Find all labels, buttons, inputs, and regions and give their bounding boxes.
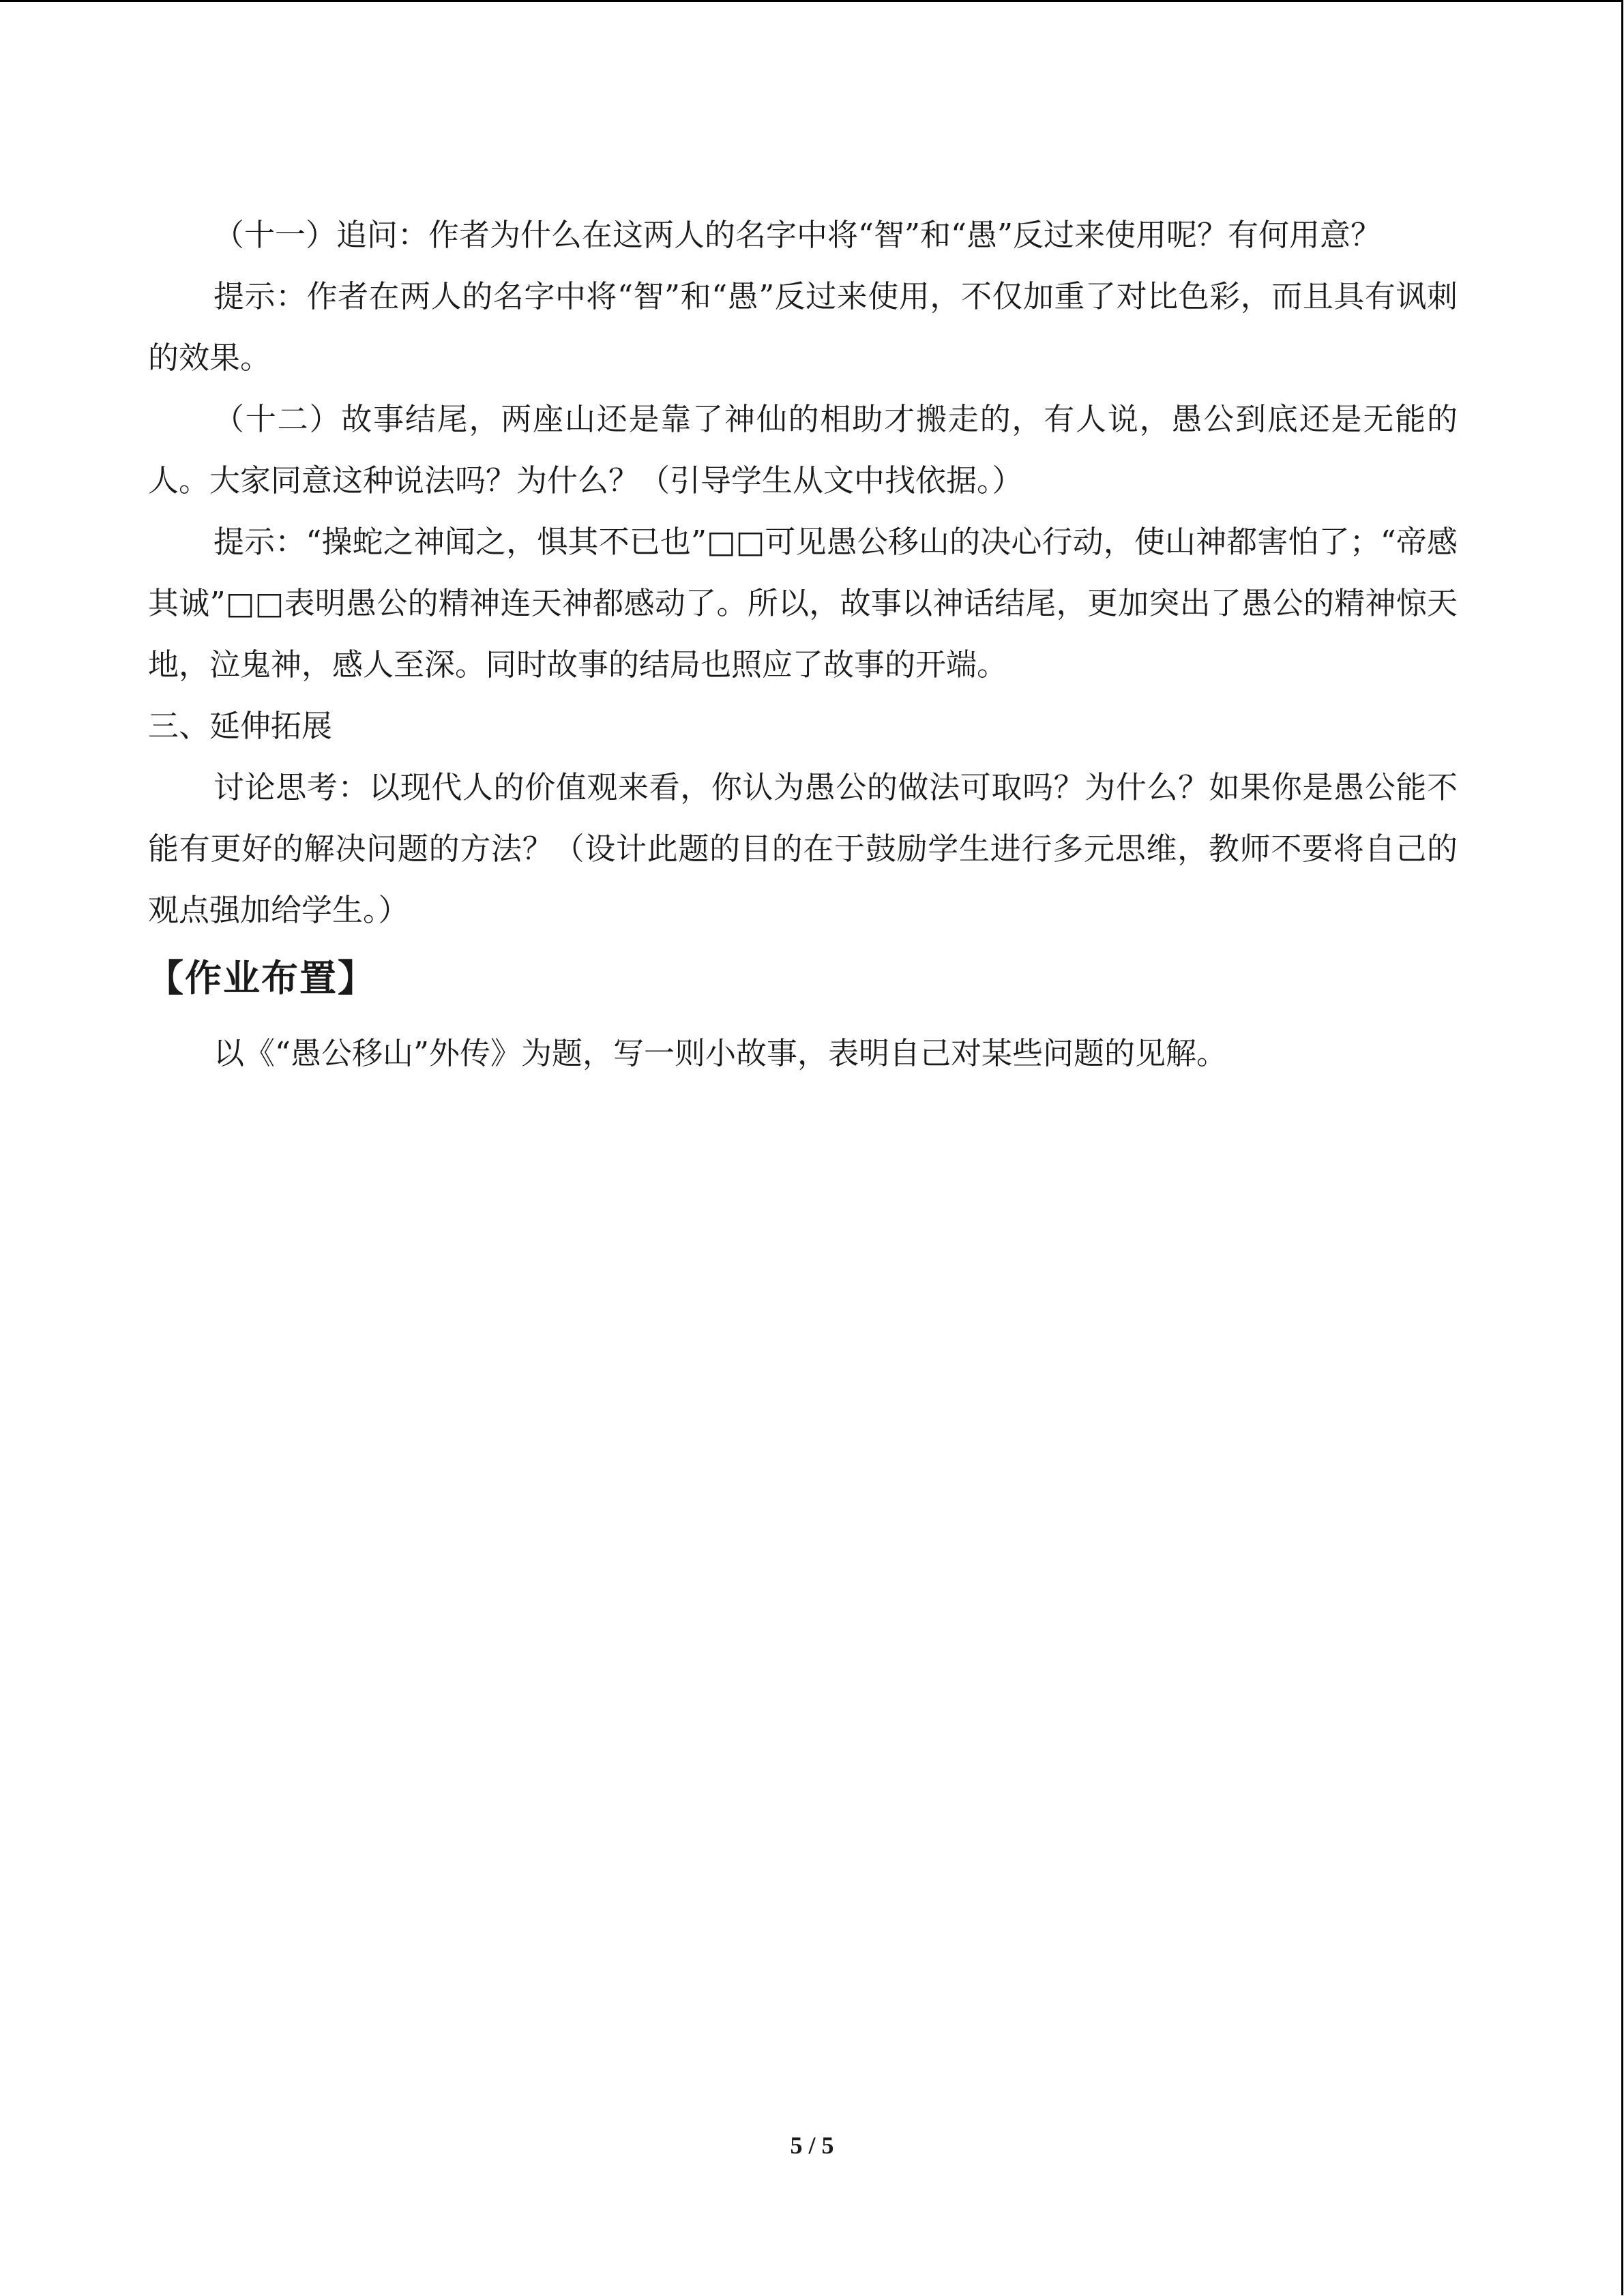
homework-paragraph: 以《“愚公移山”外传》为题，写一则小故事，表明自己对某些问题的见解。 <box>213 1035 1228 1071</box>
question-eleven: （十一）追问：作者为什么在这两人的名字中将“智”和“愚”反过来使用呢？有何用意？ <box>213 217 1382 253</box>
question-twelve: （十二）故事结尾，两座山还是靠了神仙的相助才搬走的，有人说，愚公到底还是无能的人。大家同意这种说法吗？为什么？（引导学生从文中找依据。） <box>148 401 1458 498</box>
homework-heading: 【作业布置】 <box>147 957 376 1000</box>
hint-twelve: 提示：“操蛇之神闻之，惧其不已也”□□可见愚公移山的决心行动，使山神都害怕了；“帝感其诚”□□表明愚公的精神连天神都感动了。所以，故事以神话结尾，更加突出了愚公的精神惊天地，泣鬼神，感人至深。同时故事的结局也照应了故事的开端。 <box>148 524 1458 683</box>
discussion-paragraph: 讨论思考：以现代人的价值观来看，你认为愚公的做法可取吗？为什么？如果你是愚公能不能有更好的解决问题的方法？（设计此题的目的在于鼓励学生进行多元思维，教师不要将自己的观点强加给学生。） <box>148 769 1458 928</box>
document-body <box>148 205 1458 1084</box>
page-number: 5 / 5 <box>790 2132 834 2159</box>
hint-eleven: 提示：作者在两人的名字中将“智”和“愚”反过来使用，不仅加重了对比色彩，而且具有讽刺的效果。 <box>148 278 1458 376</box>
section-three-heading: 三、延伸拓展 <box>148 708 333 744</box>
